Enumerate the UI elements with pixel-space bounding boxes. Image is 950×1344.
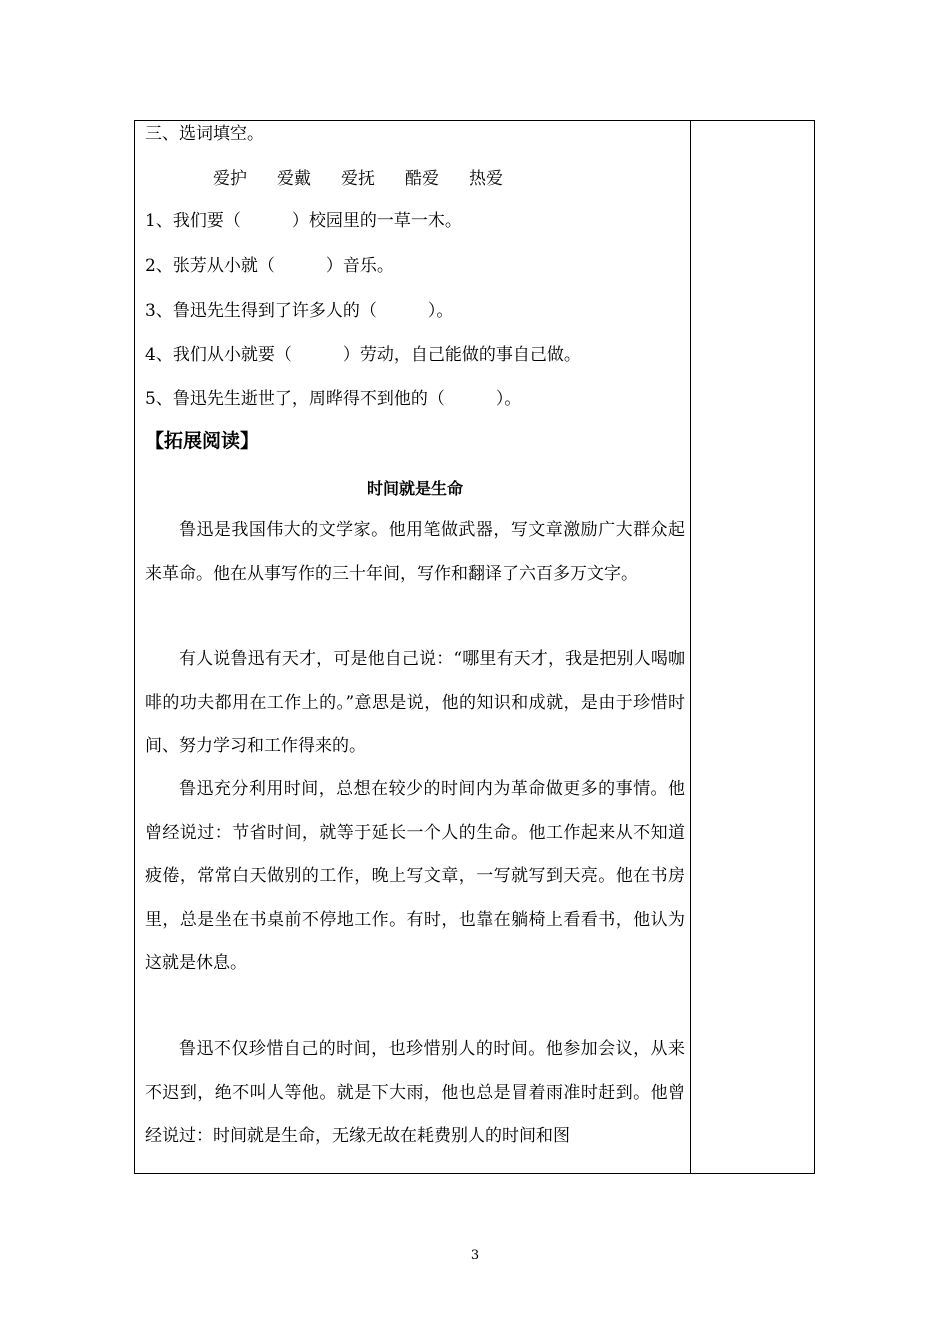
word-bank-item: 酷爱 <box>405 169 439 189</box>
word-bank <box>213 169 533 189</box>
page-number: 3 <box>470 1248 480 1263</box>
word-bank-item: 爱抚 <box>341 169 375 189</box>
word-bank-item: 爱戴 <box>277 169 311 189</box>
article-paragraph: 鲁迅不仅珍惜自己的时间，也珍惜别人的时间。他参加会议，从来不迟到，绝不叫人等他。就是下大雨，他也总是冒着雨准时赶到。他曾经说过：时间就是生命，无缘无故在耗费别人的时间和图 <box>145 1039 685 1146</box>
article-paragraph: 鲁迅充分利用时间，总想在较少的时间内为革命做更多的事情。他曾经说过：节省时间，就等于延长一个人的生命。他工作起来从不知道疲倦，常常白天做别的工作，晚上写文章，一写就写到天亮。他在书房里，总是坐在书桌前不停地工作。有时，也靠在躺椅上看看书，他认为这就是休息。 <box>145 779 685 973</box>
word-bank-item: 爱护 <box>213 169 247 189</box>
extension-heading: 【拓展阅读】 <box>145 430 260 452</box>
article-paragraph: 鲁迅是我国伟大的文学家。他用笔做武器，写文章激励广大群众起来革命。他在从事写作的三十年间，写作和翻译了六百多万文字。 <box>145 520 685 584</box>
worksheet-table <box>134 120 815 1174</box>
fill-item: 5、鲁迅先生逝世了，周晔得不到他的（ ）。 <box>145 389 522 409</box>
fill-item: 4、我们从小就要（ ）劳动，自己能做的事自己做。 <box>145 345 581 365</box>
article-title: 时间就是生命 <box>366 479 463 498</box>
word-bank-item: 热爱 <box>469 169 503 189</box>
fill-item: 1、我们要（ ）校园里的一草一木。 <box>145 211 462 231</box>
fill-item: 3、鲁迅先生得到了许多人的（ ）。 <box>145 301 454 321</box>
section-title: 三、选词填空。 <box>145 124 264 144</box>
fill-item: 2、张芳从小就（ ）音乐。 <box>145 256 394 276</box>
article-paragraph: 有人说鲁迅有天才，可是他自己说：“哪里有天才，我是把别人喝咖啡的功夫都用在工作上的。”意思是说，他的知识和成就，是由于珍惜时间、努力学习和工作得来的。 <box>145 649 685 756</box>
column-divider <box>690 121 691 1173</box>
